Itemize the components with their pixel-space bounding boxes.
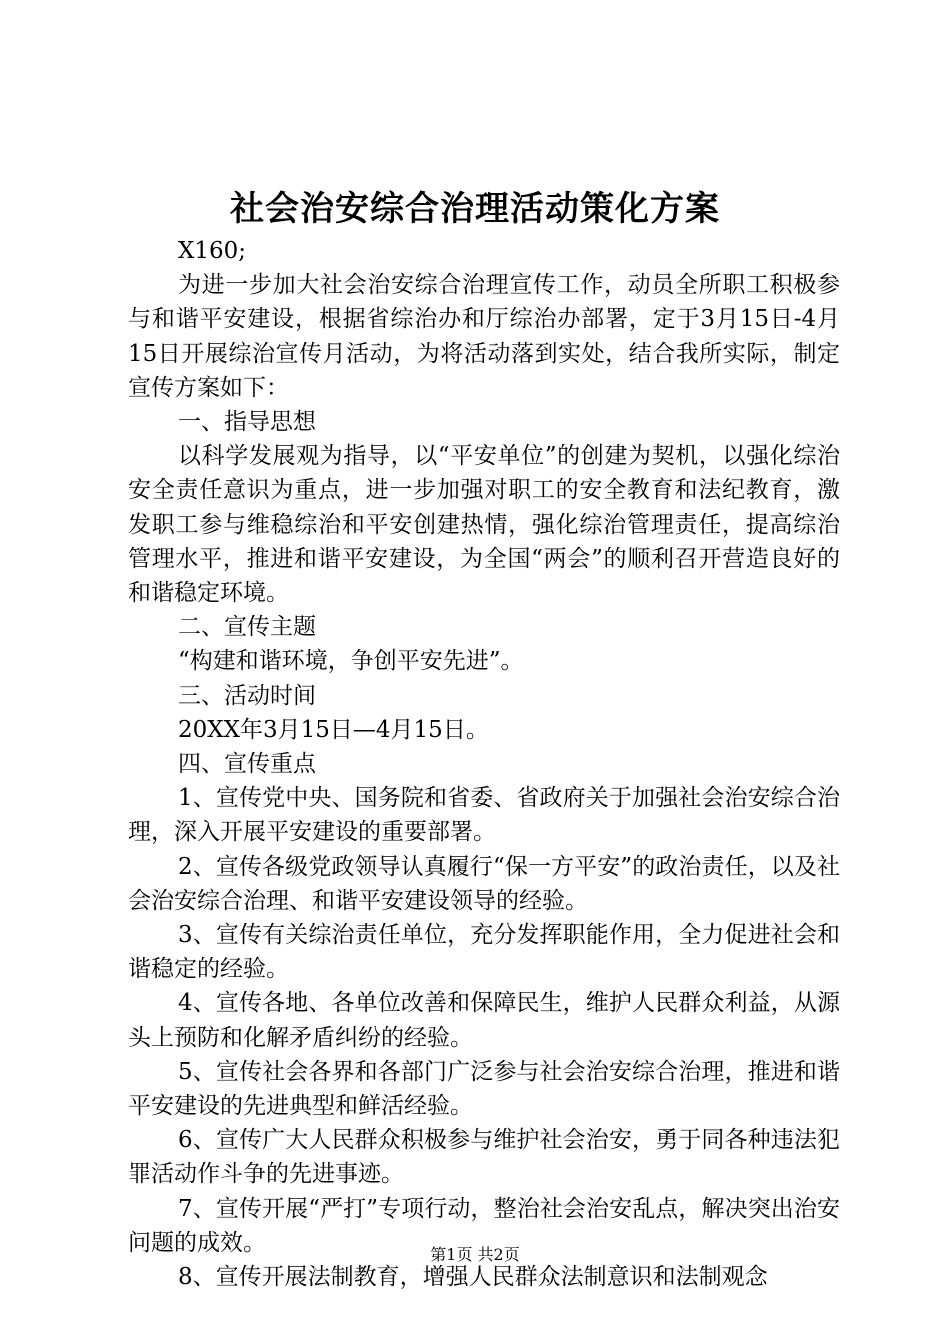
page-footer: 第1页 共2页 [430,1245,520,1264]
list-item: 3、宣传有关综治责任单位，充分发挥职能作用，全力促进社会和谐稳定的经验。 [128,922,840,983]
section-body-guiding-thought: 以科学发展观为指导，以“平安单位”的创建为契机，以强化综治安全责任意识为重点，进一步加强对职工的安全教育和法纪教育，激发职工参与维稳综治和平安创建热情，强化综治管理责任，提高综治管理水平，推进和谐平安建设，为全国“两会”的顺利召开营造良好的和谐稳定环境。 [128,443,840,607]
section-heading-guiding-thought: 一、指导思想 [178,409,316,436]
document-code: X160; [178,238,247,264]
list-item: 8、宣传开展法制教育，增强人民群众法制意识和法制观念 [178,1264,768,1291]
list-item: 5、宣传社会各界和各部门广泛参与社会治安综合治理，推进和谐平安建设的先进典型和鲜活经验。 [128,1058,840,1120]
section-body-time: 20XX年3月15日—4月15日。 [178,716,489,743]
list-item: 4、宣传各地、各单位改善和保障民生，维护人民群众利益，从源头上预防和化解矛盾纠纷的经验。 [128,990,840,1051]
list-item: 1、宣传党中央、国务院和省委、省政府关于加强社会治安综合治理，深入开展平安建设的重要部署。 [128,785,840,846]
section-heading-focus: 四、宣传重点 [178,751,316,778]
list-item: 2、宣传各级党政领导认真履行“保一方平安”的政治责任，以及社会治安综合治理、和谐平安建设领导的经验。 [128,853,840,914]
intro-paragraph: 为进一步加大社会治安综合治理宣传工作，动员全所职工积极参与和谐平安建设，根据省综治办和厅综治办部署，定于3月15日-4月15日开展综治宣传月活动，为将活动落到实处，结合我所实际，制定宣传方案如下： [128,272,840,401]
section-heading-theme: 二、宣传主题 [178,614,316,641]
list-item: 6、宣传广大人民群众积极参与维护社会治安，勇于同各种违法犯罪活动作斗争的先进事迹。 [128,1127,840,1188]
list-item: 7、宣传开展“严打”专项行动，整治社会治安乱点，解决突出治安问题的成效。 [128,1195,840,1256]
document-body [128,234,840,1294]
document-title: 社会治安综合治理活动策化方案 [230,189,720,229]
section-body-theme: “构建和谐环境，争创平安先进”。 [178,648,524,675]
section-heading-time: 三、活动时间 [178,682,316,709]
